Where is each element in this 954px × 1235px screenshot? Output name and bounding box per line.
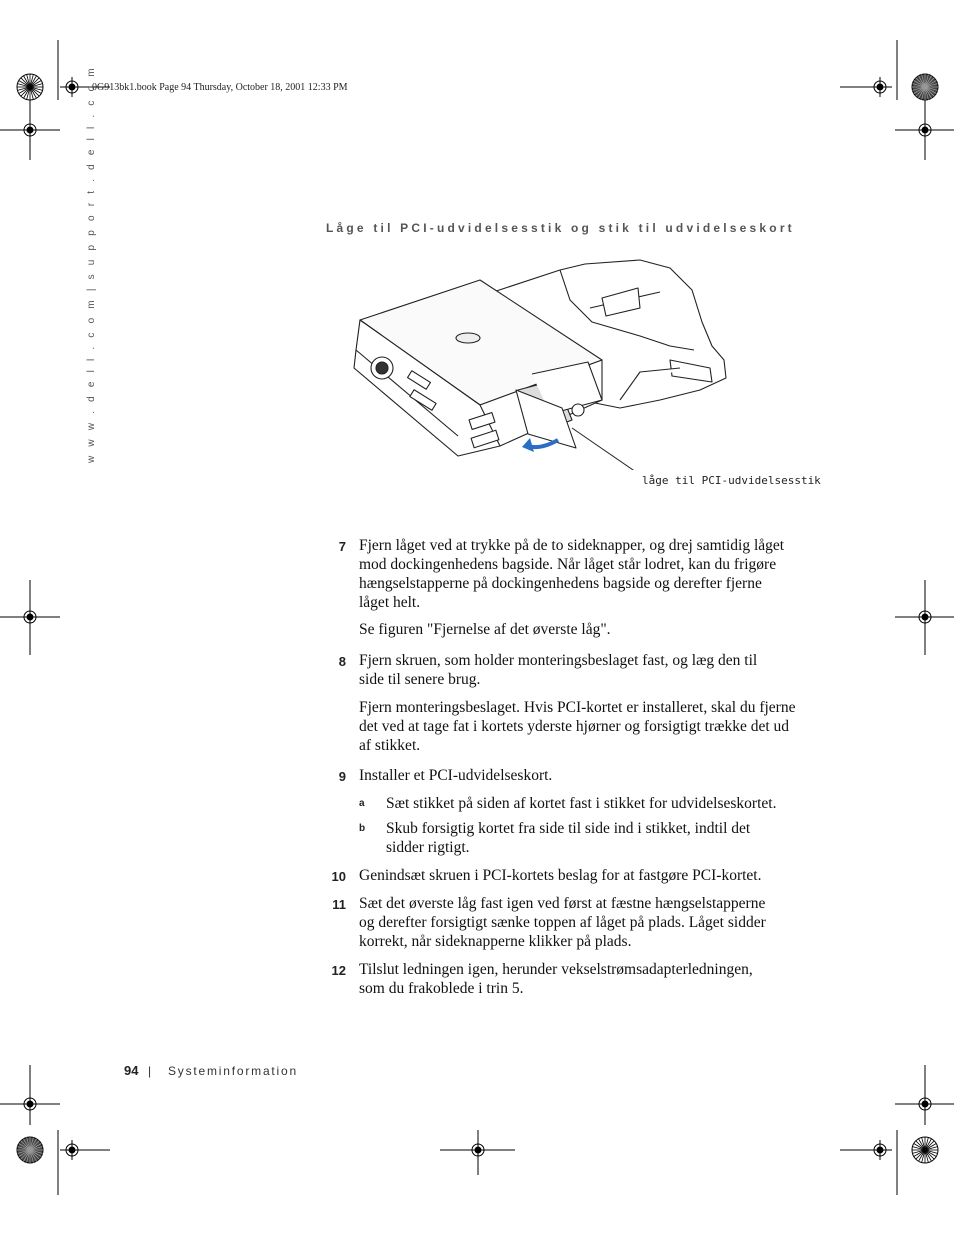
crosshair-registration-icon (20, 607, 40, 627)
step-number: 12 (331, 963, 346, 978)
sidebar-url: w w w . d e l l . c o m | s u p p o r t . d e l l . c o m (86, 65, 97, 463)
step-number: 8 (338, 654, 346, 669)
crosshair-registration-icon (468, 1140, 488, 1160)
step-number: 7 (338, 539, 346, 554)
starburst-registration-icon (912, 74, 938, 100)
crosshair-registration-icon (870, 77, 890, 97)
docking-device-illustration (340, 250, 760, 470)
crosshair-registration-icon (62, 1140, 82, 1160)
step-text: Fjern skruen, som holder monteringsbeslaget fast, og læg den til side til senere brug. (359, 652, 758, 688)
crosshair-registration-icon (20, 120, 40, 140)
step-text: Fjern låget ved at trykke på de to sideknapper, og drej samtidig låget mod dockingenhedens bagside. Når låget står lodret, kan du frigøre hængselstapperne på dockingenhedens bagside og derefter fjerne låget helt. (359, 537, 785, 611)
substep-letter: a (359, 798, 365, 809)
step-number: 11 (332, 897, 346, 912)
crosshair-registration-icon (915, 1094, 935, 1114)
step-note: Fjern monteringsbeslaget. Hvis PCI-kortet er installeret, skal du fjerne det ved at tage fat i kortets yderste hjørner og forsigtigt trække det ud af stikket. (359, 699, 796, 754)
starburst-registration-icon (17, 1137, 43, 1163)
crosshair-registration-icon (915, 120, 935, 140)
crosshair-registration-icon (915, 607, 935, 627)
starburst-registration-icon (17, 74, 43, 100)
page-number: 94 (124, 1063, 139, 1078)
substep-letter: b (359, 823, 366, 834)
step-text: Installer et PCI-udvidelseskort. (359, 767, 553, 784)
substep-text: Skub forsigtig kortet fra side til side ind i stikket, indtil det sidder rigtigt. (386, 820, 751, 856)
step-text: Sæt det øverste låg fast igen ved først at fæstne hængselstapperne og derefter forsigtigt sænke toppen af låget på plads. Låget sidder korrekt, når sideknapperne klikker på plads. (359, 895, 766, 950)
figure-callout-label: låge til PCI-udvidelsesstik (642, 474, 821, 487)
footer-separator: | (148, 1064, 152, 1078)
step-number: 9 (338, 769, 346, 784)
step-text: Tilslut ledningen igen, herunder vekselstrømsadapterledningen, som du frakoblede i trin 5. (359, 961, 753, 997)
step-text: Genindsæt skruen i PCI-kortets beslag for at fastgøre PCI-kortet. (359, 867, 762, 884)
step-note: Se figuren "Fjernelse af det øverste låg". (359, 621, 611, 638)
crosshair-registration-icon (20, 1094, 40, 1114)
crosshair-registration-icon (62, 77, 82, 97)
step-number: 10 (331, 869, 346, 884)
crosshair-registration-icon (870, 1140, 890, 1160)
starburst-registration-icon (912, 1137, 938, 1163)
book-header-info: 0G913bk1.book Page 94 Thursday, October 18, 2001 12:33 PM (92, 82, 348, 93)
footer-section-label: Systeminformation (168, 1064, 298, 1078)
substep-text: Sæt stikket på siden af kortet fast i stikket for udvidelseskortet. (386, 795, 777, 812)
figure-title: Låge til PCI-udvidelsesstik og stik til udvidelseskort (326, 221, 795, 235)
